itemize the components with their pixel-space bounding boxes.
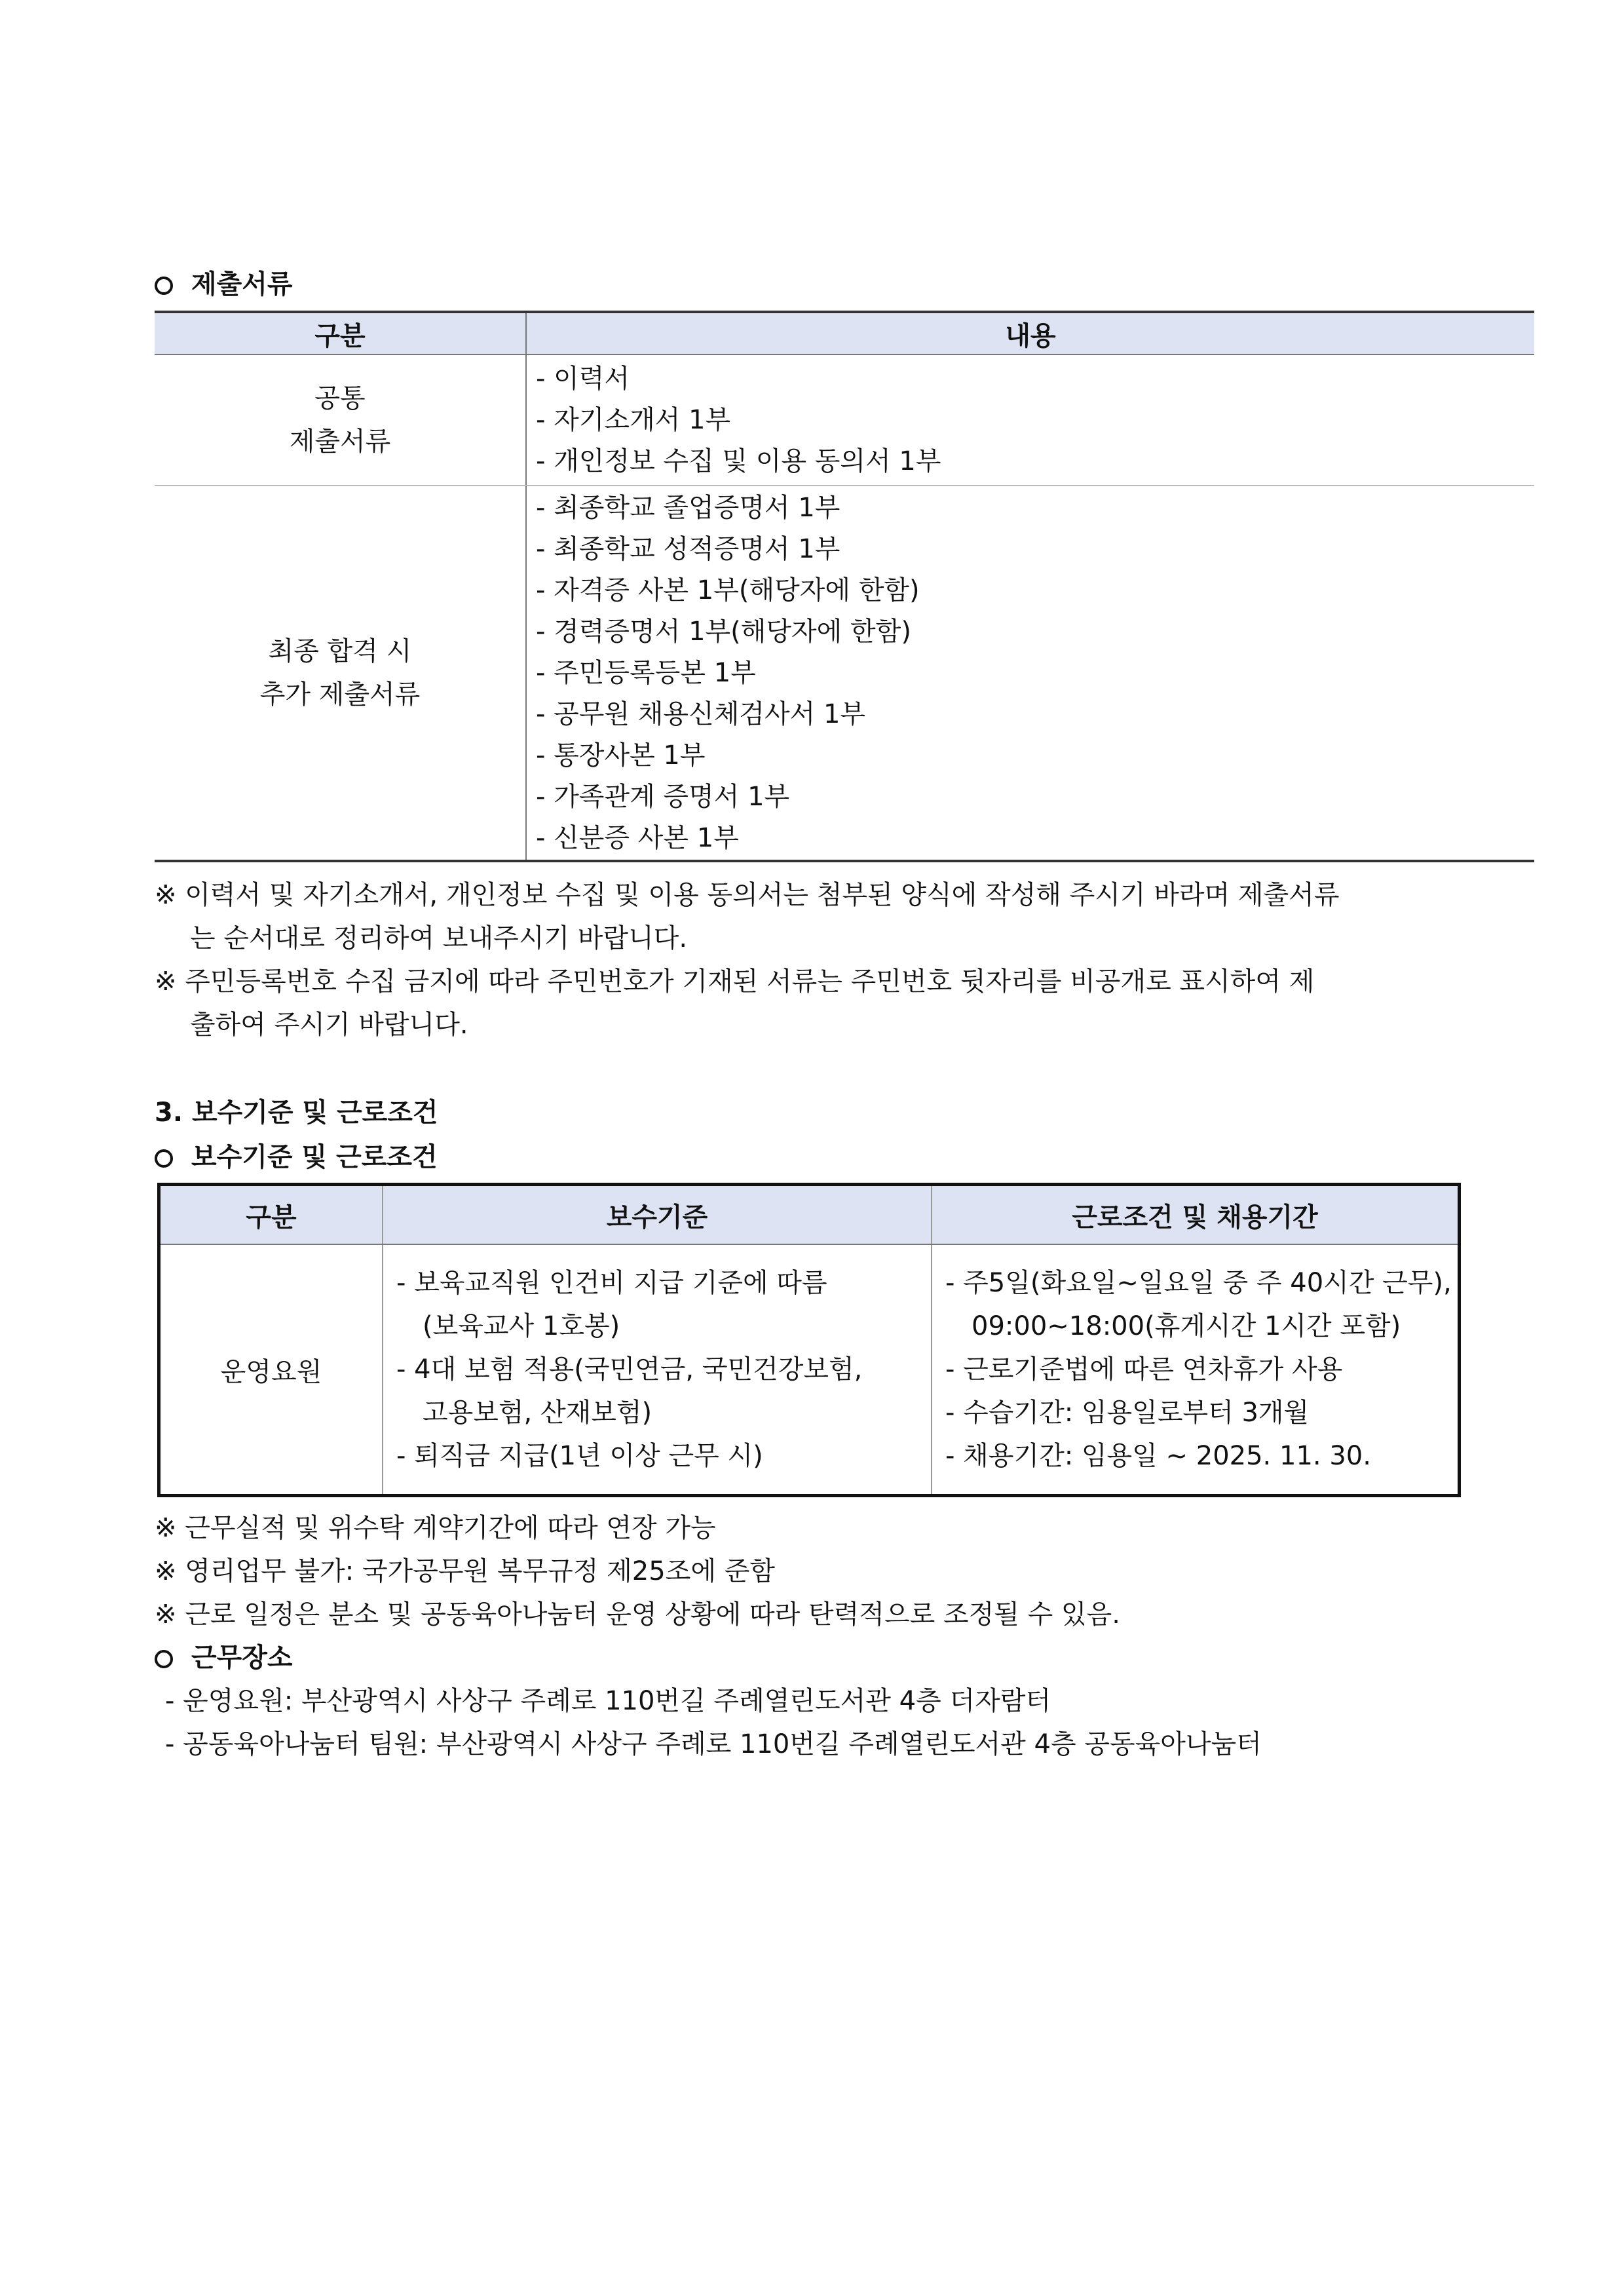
- list-item: - 최종학교 졸업증명서 1부: [536, 492, 840, 523]
- docs-row-items: [526, 354, 1534, 486]
- pay-row-pay: [383, 1244, 932, 1496]
- pay-col-conditions: 근로조건 및 채용기간: [932, 1185, 1460, 1245]
- list-item: - 가족관계 증명서 1부: [536, 781, 790, 812]
- docs-table-header: [155, 312, 1534, 354]
- list-item: 09:00~18:00(휴게시간 1시간 포함): [972, 1311, 1401, 1341]
- location-heading: 근무장소: [155, 1637, 293, 1674]
- circle-bullet-icon: [155, 1149, 173, 1168]
- docs-table: [155, 311, 1534, 862]
- list-item: - 이력서: [536, 363, 630, 394]
- section-title: 3. 보수기준 및 근로조건: [155, 1098, 438, 1128]
- list-item: - 채용기간: 임용일 ~ 2025. 11. 30.: [945, 1441, 1371, 1471]
- list-item: - 보육교직원 인건비 지급 기준에 따름: [396, 1268, 827, 1298]
- pay-col-pay: 보수기준: [383, 1185, 932, 1245]
- list-item: - 경력증명서 1부(해당자에 한함): [536, 616, 911, 647]
- table-row: [155, 354, 1534, 486]
- pay-note-2: ※ 영리업무 불가: 국가공무원 복무규정 제25조에 준함: [155, 1556, 775, 1586]
- docs-note-2-line-1: ※ 주민등록번호 수집 금지에 따라 주민번호가 기재된 서류는 주민번호 뒷자리를 비공개로 표시하여 제: [155, 966, 1315, 997]
- circle-bullet-icon: [155, 1650, 173, 1668]
- list-item: 고용보험, 산재보험): [423, 1398, 652, 1428]
- docs-row-category: 공통 제출서류: [155, 354, 526, 486]
- pay-note-3: ※ 근로 일정은 분소 및 공동육아나눔터 운영 상황에 따라 탄력적으로 조정될 수 있음.: [155, 1599, 1120, 1630]
- list-item: - 퇴직금 지급(1년 이상 근무 시): [396, 1441, 763, 1471]
- list-item: - 최종학교 성적증명서 1부: [536, 533, 840, 564]
- list-item: - 주민등록등본 1부: [536, 657, 756, 688]
- docs-note-1-line-2: 는 순서대로 정리하여 보내주시기 바랍니다.: [190, 923, 688, 953]
- pay-table: [157, 1183, 1461, 1497]
- docs-row-category: 최종 합격 시 추가 제출서류: [155, 486, 526, 861]
- list-item: - 근로기준법에 따른 연차휴가 사용: [945, 1354, 1343, 1385]
- circle-bullet-icon: [155, 277, 173, 295]
- list-item: - 자기소개서 1부: [536, 404, 731, 435]
- pay-row-conditions: [932, 1244, 1460, 1496]
- list-item: - 수습기간: 임용일로부터 3개월: [945, 1398, 1310, 1428]
- list-item: - 공무원 채용신체검사서 1부: [536, 698, 866, 729]
- list-item: - 4대 보험 적용(국민연금, 국민건강보험,: [396, 1354, 863, 1385]
- docs-row-items: [526, 486, 1534, 861]
- pay-row-category: 운영요원: [159, 1244, 383, 1496]
- list-item: - 개인정보 수집 및 이용 동의서 1부: [536, 446, 941, 476]
- location-item-1: - 운영요원: 부산광역시 사상구 주례로 110번길 주례열린도서관 4층 더자람터: [165, 1686, 1051, 1716]
- docs-note-2-line-2: 출하여 주시기 바랍니다.: [190, 1010, 468, 1040]
- list-item: - 주5일(화요일~일요일 중 주 40시간 근무),: [945, 1268, 1452, 1298]
- pay-col-category: 구분: [159, 1185, 383, 1245]
- list-item: - 통장사본 1부: [536, 740, 706, 771]
- location-item-2: - 공동육아나눔터 팀원: 부산광역시 사상구 주례로 110번길 주례열린도서관 4층 공동육아나눔터: [165, 1729, 1262, 1759]
- docs-note-1-line-1: ※ 이력서 및 자기소개서, 개인정보 수집 및 이용 동의서는 첨부된 양식에 작성해 주시기 바라며 제출서류: [155, 880, 1340, 910]
- list-item: - 자격증 사본 1부(해당자에 한함): [536, 575, 920, 605]
- docs-heading: 제출서류: [155, 263, 293, 301]
- pay-table-header: [159, 1185, 1460, 1245]
- table-row: [159, 1244, 1460, 1496]
- docs-col-category: 구분: [155, 312, 526, 354]
- table-row: [155, 486, 1534, 861]
- list-item: - 신분증 사본 1부: [536, 822, 739, 853]
- docs-col-content: 내용: [526, 312, 1534, 354]
- pay-note-1: ※ 근무실적 및 위수탁 계약기간에 따라 연장 가능: [155, 1513, 716, 1543]
- pay-heading: 보수기준 및 근로조건: [155, 1136, 438, 1174]
- list-item: (보육교사 1호봉): [423, 1311, 620, 1341]
